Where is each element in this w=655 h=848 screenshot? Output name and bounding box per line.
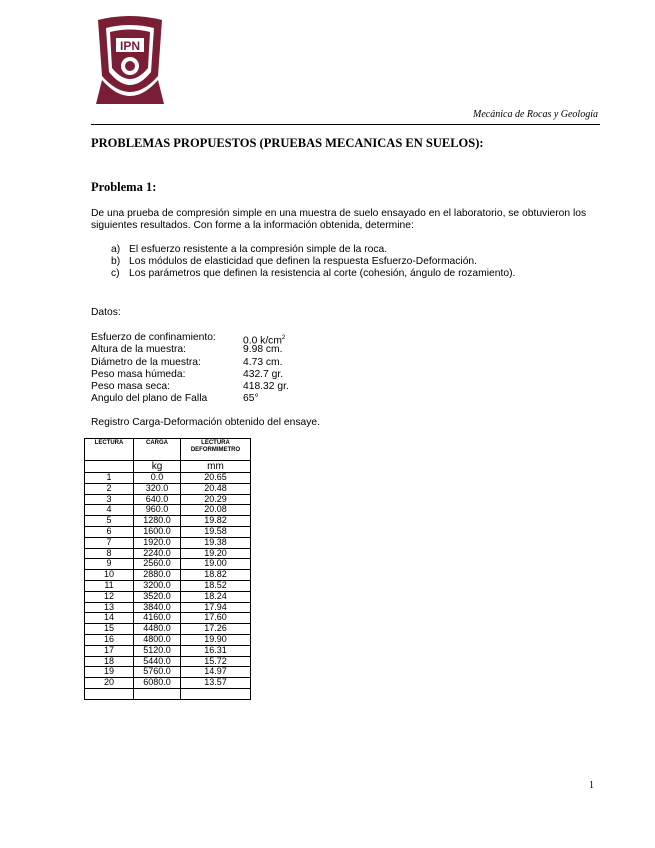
table-cell: 4160.0 bbox=[134, 613, 181, 624]
table-cell: 20.48 bbox=[181, 483, 251, 494]
datos-key: Altura de la muestra: bbox=[91, 344, 187, 356]
datos-key: Esfuerzo de confinamiento: bbox=[91, 332, 216, 343]
intro-paragraph: De una prueba de compresión simple en una muestra de suelo ensayado en el laboratorio, se obtuvieron los siguientes resultados. Con forme a la información obtenida, determine: bbox=[91, 208, 587, 231]
table-cell: 12 bbox=[85, 591, 134, 602]
table-cell: 6080.0 bbox=[134, 678, 181, 689]
list-item bbox=[111, 256, 515, 268]
table-cell bbox=[134, 688, 181, 699]
table-row bbox=[85, 473, 251, 484]
unit-row bbox=[85, 461, 251, 473]
list-item bbox=[111, 244, 515, 256]
unit-cell: mm bbox=[181, 461, 251, 473]
header-subtitle: Mecánica de Rocas y Geología bbox=[473, 109, 598, 120]
problem-heading: Problema 1: bbox=[91, 180, 157, 194]
table-row bbox=[85, 505, 251, 516]
table-cell: 20 bbox=[85, 678, 134, 689]
table-cell: 1280.0 bbox=[134, 516, 181, 527]
datos-key: Diámetro de la muestra: bbox=[91, 356, 201, 368]
page-number: 1 bbox=[589, 780, 594, 791]
table-cell: 13.57 bbox=[181, 678, 251, 689]
unit-cell: kg bbox=[134, 461, 181, 473]
table-row bbox=[85, 516, 251, 527]
table-row bbox=[85, 678, 251, 689]
table-cell: 14 bbox=[85, 613, 134, 624]
table-row bbox=[85, 613, 251, 624]
table-cell: 19.38 bbox=[181, 537, 251, 548]
table-cell: 7 bbox=[85, 537, 134, 548]
table-cell: 4800.0 bbox=[134, 634, 181, 645]
table-row bbox=[85, 591, 251, 602]
datos-row bbox=[91, 393, 289, 405]
datos-label: Datos: bbox=[91, 307, 121, 318]
table-body bbox=[85, 461, 251, 700]
table-cell: 18.52 bbox=[181, 580, 251, 591]
list-letter: c) bbox=[111, 268, 120, 279]
table-cell: 20.29 bbox=[181, 494, 251, 505]
table-cell: 13 bbox=[85, 602, 134, 613]
list-text: Los parámetros que definen la resistencia al corte (cohesión, ángulo de rozamiento). bbox=[129, 268, 516, 279]
table-row bbox=[85, 483, 251, 494]
table-row bbox=[85, 580, 251, 591]
table-cell: 1920.0 bbox=[134, 537, 181, 548]
table-cell: 5760.0 bbox=[134, 667, 181, 678]
datos-key: Peso masa húmeda: bbox=[91, 368, 186, 380]
table-cell: 20.65 bbox=[181, 473, 251, 484]
table-cell: 17.60 bbox=[181, 613, 251, 624]
datos-value: 65° bbox=[243, 393, 259, 405]
table-cell bbox=[181, 688, 251, 699]
table-cell: 20.08 bbox=[181, 505, 251, 516]
table-cell: 320.0 bbox=[134, 483, 181, 494]
table-cell: 2880.0 bbox=[134, 570, 181, 581]
table-cell: 960.0 bbox=[134, 505, 181, 516]
table-cell: 18 bbox=[85, 656, 134, 667]
datos-value: 9.98 cm. bbox=[243, 344, 283, 356]
list-text: Los módulos de elasticidad que definen la respuesta Esfuerzo-Deformación. bbox=[129, 256, 478, 267]
table-row bbox=[85, 667, 251, 678]
table-cell: 11 bbox=[85, 580, 134, 591]
table-row bbox=[85, 559, 251, 570]
logo-text: IPN bbox=[119, 39, 141, 53]
header-deformimetro: LECTURA DEFORMIMETRO bbox=[181, 439, 251, 461]
table-row bbox=[85, 602, 251, 613]
table-cell bbox=[85, 688, 134, 699]
list-item bbox=[111, 268, 515, 280]
datos-value: 432.7 gr. bbox=[243, 368, 284, 380]
table-cell: 19.00 bbox=[181, 559, 251, 570]
table-cell: 15 bbox=[85, 624, 134, 635]
datos-row bbox=[91, 344, 289, 356]
table-cell: 4480.0 bbox=[134, 624, 181, 635]
table-cell: 19.90 bbox=[181, 634, 251, 645]
table-cell: 18.24 bbox=[181, 591, 251, 602]
list-letter: b) bbox=[111, 256, 121, 267]
datos-list bbox=[91, 332, 289, 406]
table-cell: 5440.0 bbox=[134, 656, 181, 667]
table-cell: 0.0 bbox=[134, 473, 181, 484]
table-row bbox=[85, 688, 251, 699]
table-row bbox=[85, 526, 251, 537]
table-cell: 1 bbox=[85, 473, 134, 484]
page-title: PROBLEMAS PROPUESTOS (PRUEBAS MECANICAS EN SUELOS): bbox=[91, 136, 484, 150]
ipn-logo bbox=[96, 16, 164, 108]
load-deformation-table bbox=[84, 438, 251, 700]
table-cell: 14.97 bbox=[181, 667, 251, 678]
table-cell: 17.94 bbox=[181, 602, 251, 613]
table-row bbox=[85, 656, 251, 667]
datos-row bbox=[91, 369, 289, 381]
table-cell: 10 bbox=[85, 570, 134, 581]
datos-value: 418.32 gr. bbox=[243, 381, 289, 393]
table-row bbox=[85, 645, 251, 656]
questions-list bbox=[111, 244, 515, 280]
table-cell: 18.82 bbox=[181, 570, 251, 581]
datos-row bbox=[91, 357, 289, 369]
table-cell: 19.82 bbox=[181, 516, 251, 527]
table-cell: 5 bbox=[85, 516, 134, 527]
datos-value: 0.0 $k/cm^2$ bbox=[243, 335, 286, 347]
table-cell: 640.0 bbox=[134, 494, 181, 505]
table-cell: 5120.0 bbox=[134, 645, 181, 656]
table-cell: 3840.0 bbox=[134, 602, 181, 613]
header-rule bbox=[91, 124, 600, 125]
table-cell: 3200.0 bbox=[134, 580, 181, 591]
header-lectura: LECTURA bbox=[85, 439, 134, 461]
datos-key: Peso masa seca: bbox=[91, 381, 170, 393]
table-row bbox=[85, 548, 251, 559]
table-cell: 2560.0 bbox=[134, 559, 181, 570]
table-cell: 6 bbox=[85, 526, 134, 537]
table-cell: 15.72 bbox=[181, 656, 251, 667]
table-cell: 19.58 bbox=[181, 526, 251, 537]
table-row bbox=[85, 494, 251, 505]
datos-row bbox=[91, 381, 289, 393]
table-row bbox=[85, 624, 251, 635]
table-cell: 16 bbox=[85, 634, 134, 645]
table-cell: 1600.0 bbox=[134, 526, 181, 537]
table-cell: 4 bbox=[85, 505, 134, 516]
table-cell: 2 bbox=[85, 483, 134, 494]
list-letter: a) bbox=[111, 244, 121, 255]
datos-key: Angulo del plano de Falla bbox=[91, 393, 208, 405]
table-cell: 16.31 bbox=[181, 645, 251, 656]
table-row bbox=[85, 634, 251, 645]
table-cell: 3 bbox=[85, 494, 134, 505]
unit-cell bbox=[85, 461, 134, 473]
table-cell: 2240.0 bbox=[134, 548, 181, 559]
table-cell: 8 bbox=[85, 548, 134, 559]
table-cell: 19 bbox=[85, 667, 134, 678]
table-row bbox=[85, 570, 251, 581]
table-cell: 17 bbox=[85, 645, 134, 656]
datos-row bbox=[91, 332, 289, 347]
table-cell: 17.26 bbox=[181, 624, 251, 635]
table-header-row bbox=[85, 439, 251, 461]
header-carga: CARGA bbox=[134, 439, 181, 461]
list-text: El esfuerzo resistente a la compresión simple de la roca. bbox=[129, 244, 388, 255]
table-cell: 9 bbox=[85, 559, 134, 570]
datos-value: 4.73 cm. bbox=[243, 356, 283, 368]
table-cell: 3520.0 bbox=[134, 591, 181, 602]
registro-label: Registro Carga-Deformación obtenido del ensaye. bbox=[91, 417, 320, 428]
table-row bbox=[85, 537, 251, 548]
table-cell: 19.20 bbox=[181, 548, 251, 559]
